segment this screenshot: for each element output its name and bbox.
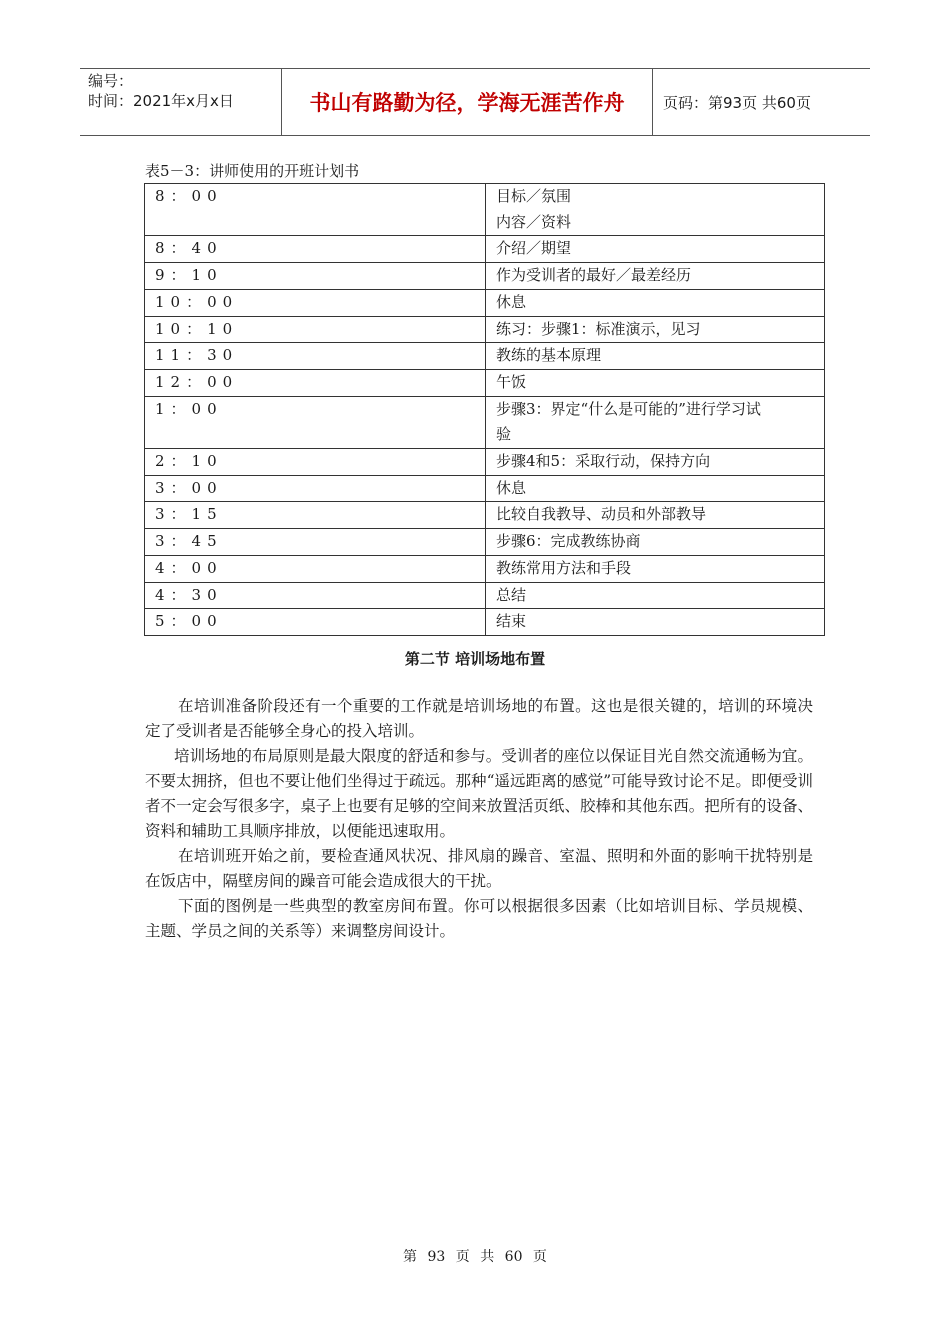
activity-line: 休息 <box>496 292 527 311</box>
time-cell: 8：40 <box>145 236 486 263</box>
header-page-label: 页码：第93页 共60页 <box>663 93 811 112</box>
table-row <box>145 555 825 582</box>
table-row <box>145 316 825 343</box>
table-row <box>145 449 825 476</box>
table-row <box>145 289 825 316</box>
activity-line: 总结 <box>496 585 527 604</box>
activity-cell <box>486 609 825 636</box>
time-cell: 4：30 <box>145 582 486 609</box>
activity-cell <box>486 475 825 502</box>
table-row <box>145 609 825 636</box>
time-cell: 5：00 <box>145 609 486 636</box>
time-cell: 10：00 <box>145 289 486 316</box>
activity-line: 教练常用方法和手段 <box>496 558 632 577</box>
page-footer: 第 93 页 共 60 页 <box>403 1249 547 1265</box>
activity-cell <box>486 263 825 290</box>
header-motto: 书山有路勤为径，学海无涯苦作舟 <box>282 69 653 135</box>
activity-cell <box>486 289 825 316</box>
section-body <box>145 694 813 944</box>
time-cell: 9：10 <box>145 263 486 290</box>
activity-cell <box>486 555 825 582</box>
activity-line: 步骤3：界定“什么是可能的”进行学习试 <box>496 399 761 418</box>
time-cell: 3：15 <box>145 502 486 529</box>
activity-line: 教练的基本原理 <box>496 346 602 365</box>
code-label: 编号： <box>88 72 134 90</box>
table-caption: 表5－3：讲师使用的开班计划书 <box>145 162 360 180</box>
activity-cell <box>486 582 825 609</box>
table-row <box>145 369 825 396</box>
paragraph: 培训场地的布局原则是最大限度的舒适和参与。受训者的座位以保证目光自然交流通畅为宜。不要太拥挤，但也不要让他们坐得过于疏远。那种“遥远距离的感觉”可能导致讨论不足。即便受训者不一定会写很多字，桌子上也要有足够的空间来放置活页纸、胶棒和其他东西。把所有的设备、资料和辅助工具顺序排放，以便能迅速取用。 <box>145 747 813 840</box>
date-label: 时间：2021年x月x日 <box>88 92 234 110</box>
time-cell: 8：00 <box>145 184 486 236</box>
activity-line: 午饭 <box>496 372 527 391</box>
schedule-table <box>144 183 825 636</box>
activity-cell <box>486 343 825 370</box>
paragraph: 在培训准备阶段还有一个重要的工作就是培训场地的布置。这也是很关键的，培训的环境决定了受训者是否能够全身心的投入培训。 <box>145 697 813 740</box>
table-row <box>145 236 825 263</box>
activity-cell <box>486 316 825 343</box>
table-row <box>145 263 825 290</box>
time-cell: 2：10 <box>145 449 486 476</box>
activity-line: 介绍／期望 <box>496 239 572 258</box>
table-row <box>145 502 825 529</box>
activity-line: 目标／氛围 <box>496 187 572 205</box>
header-meta <box>80 69 282 135</box>
activity-cell <box>486 449 825 476</box>
activity-cell <box>486 396 825 448</box>
activity-line: 比较自我教导、动员和外部教导 <box>496 505 707 524</box>
activity-cell <box>486 184 825 236</box>
activity-line: 验 <box>496 425 512 444</box>
time-cell: 3：00 <box>145 475 486 502</box>
paragraph: 下面的图例是一些典型的教室房间布置。你可以根据很多因素（比如培训目标、学员规模、主题、学员之间的关系等）来调整房间设计。 <box>145 897 813 940</box>
activity-cell <box>486 369 825 396</box>
time-cell: 12：00 <box>145 369 486 396</box>
activity-line: 结束 <box>496 612 527 631</box>
activity-line: 步骤6：完成教练协商 <box>496 532 641 551</box>
table-row <box>145 582 825 609</box>
activity-cell <box>486 529 825 556</box>
time-cell: 3：45 <box>145 529 486 556</box>
activity-line: 作为受训者的最好／最差经历 <box>496 266 692 285</box>
table-row <box>145 343 825 370</box>
time-cell: 1：00 <box>145 396 486 448</box>
activity-line: 内容／资料 <box>496 212 572 231</box>
activity-line: 步骤4和5：采取行动，保持方向 <box>496 452 711 471</box>
paragraph: 在培训班开始之前，要检查通风状况、排风扇的躁音、室温、照明和外面的影响干扰特别是在饭店中，隔壁房间的躁音可能会造成很大的干扰。 <box>145 847 813 890</box>
activity-cell <box>486 502 825 529</box>
activity-line: 休息 <box>496 478 527 497</box>
time-cell: 10：10 <box>145 316 486 343</box>
time-cell: 4：00 <box>145 555 486 582</box>
time-cell: 11：30 <box>145 343 486 370</box>
activity-cell <box>486 236 825 263</box>
table-row <box>145 529 825 556</box>
table-row <box>145 396 825 448</box>
table-row <box>145 475 825 502</box>
table-row <box>145 184 825 236</box>
page-header <box>80 68 870 136</box>
section-title: 第二节 培训场地布置 <box>404 650 546 668</box>
activity-line: 练习：步骤1：标准演示，见习 <box>496 319 701 338</box>
